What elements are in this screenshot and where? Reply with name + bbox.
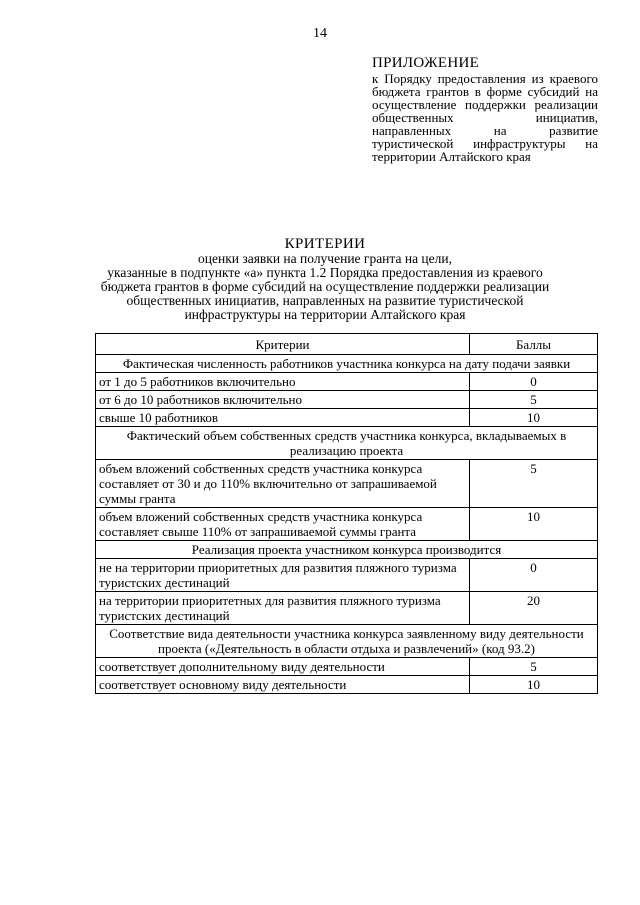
column-header-points: Баллы (470, 334, 598, 355)
points-cell: 0 (470, 373, 598, 391)
group-title: Фактический объем собственных средств участника конкурса, вкладываемых в реализацию проекта (96, 427, 598, 460)
criteria-title: КРИТЕРИИ (284, 236, 366, 252)
criterion-cell: соответствует основному виду деятельности (96, 676, 470, 694)
points-cell: 10 (470, 508, 598, 541)
criterion-cell: на территории приоритетных для развития пляжного туризма туристских дестинаций (96, 592, 470, 625)
criteria-subtitle-line: оценки заявки на получение гранта на цели, (198, 251, 452, 266)
appendix-title: ПРИЛОЖЕНИЕ (372, 55, 480, 71)
page-number: 14 (313, 26, 327, 41)
table-row (96, 658, 598, 676)
criteria-subtitle-line: общественных инициатив, направленных на развитие туристической (126, 293, 524, 308)
table-row (96, 373, 598, 391)
group-title: Реализация проекта участником конкурса производится (96, 541, 598, 559)
criterion-cell: объем вложений собственных средств участника конкурса составляет от 30 и до 110% включительно от запрашиваемой суммы гранта (96, 460, 470, 508)
criterion-cell: от 1 до 5 работников включительно (96, 373, 470, 391)
criteria-subtitle-line: бюджета грантов в форме субсидий на осуществление поддержки реализации (100, 279, 550, 294)
group-row (96, 427, 598, 460)
criteria-heading (60, 236, 590, 322)
table-header-row (96, 334, 598, 355)
criteria-table (95, 333, 598, 694)
points-cell: 5 (470, 391, 598, 409)
criterion-cell: не на территории приоритетных для развития пляжного туризма туристских дестинаций (96, 559, 470, 592)
criterion-cell: соответствует дополнительному виду деятельности (96, 658, 470, 676)
points-cell: 20 (470, 592, 598, 625)
table-row (96, 508, 598, 541)
criteria-subtitle-line: инфраструктуры на территории Алтайского края (184, 307, 466, 322)
group-row (96, 625, 598, 658)
group-title: Соответствие вида деятельности участника конкурса заявленному виду деятельности проекта («Деятельность в области отдыха и развлечений» (код 93.2) (96, 625, 598, 658)
criterion-cell: от 6 до 10 работников включительно (96, 391, 470, 409)
table-row (96, 409, 598, 427)
points-cell: 10 (470, 409, 598, 427)
appendix-block (372, 55, 598, 163)
group-title: Фактическая численность работников участника конкурса на дату подачи заявки (96, 355, 598, 373)
points-cell: 5 (470, 658, 598, 676)
table-row (96, 676, 598, 694)
criterion-cell: свыше 10 работников (96, 409, 470, 427)
points-cell: 10 (470, 676, 598, 694)
points-cell: 5 (470, 460, 598, 508)
criterion-cell: объем вложений собственных средств участника конкурса составляет свыше 110% от запрашиваемой суммы гранта (96, 508, 470, 541)
appendix-text: к Порядку предоставления из краевого бюджета грантов в форме субсидий на осуществление поддержки реализации общественных инициатив, направленных на развитие туристической инфраструктуры на территории Алтайского края (372, 71, 598, 164)
column-header-criteria: Критерии (96, 334, 470, 355)
table-row (96, 460, 598, 508)
table-row (96, 559, 598, 592)
group-row (96, 355, 598, 373)
criteria-subtitle-line: указанные в подпункте «а» пункта 1.2 Порядка предоставления из краевого (107, 265, 543, 280)
table-row (96, 592, 598, 625)
table-row (96, 391, 598, 409)
points-cell: 0 (470, 559, 598, 592)
group-row (96, 541, 598, 559)
